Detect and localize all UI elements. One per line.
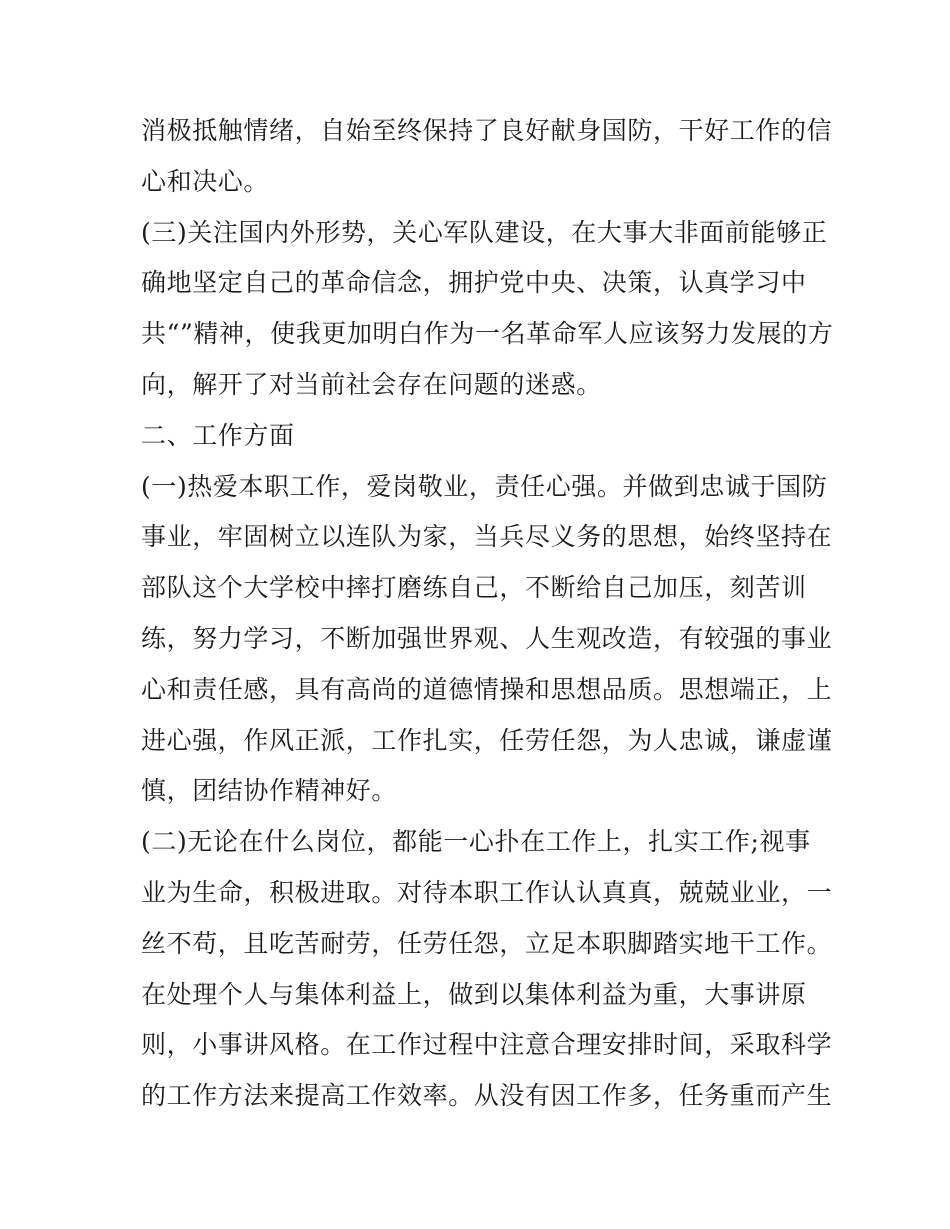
text-line: (三)关注国内外形势，关心军队建设，在大事大非面前能够正 [141,217,828,247]
text-line: 消极抵触情绪，自始至终保持了良好献身国防，干好工作的信 [141,116,833,145]
body-text [141,106,834,1122]
text-line: 向，解开了对当前社会存在问题的迷惑。 [141,369,602,399]
section-heading: 二、工作方面 [141,420,295,450]
text-line: 则，小事讲风格。在工作过程中注意合理安排时间，采取科学 [141,1030,833,1060]
text-line: 业为生命，积极进取。对待本职工作认认真真，兢兢业业，一 [141,877,833,907]
text-line: 的工作方法来提高工作效率。从没有因工作多，任务重而产生 [141,1081,833,1111]
text-line: 部队这个大学校中摔打磨练自己，不断给自己加压，刻苦训 [141,573,807,603]
text-line: (一)热爱本职工作，爱岗敬业，责任心强。并做到忠诚于国防 [141,471,828,501]
text-line: 共“”精神，使我更加明白作为一名革命军人应该努力发展的方 [141,319,834,349]
text-line: 进心强，作风正派，工作扎实，任劳任怨，为人忠诚，谦虚谨 [141,725,833,755]
text-line: 心和责任感，具有高尚的道德情操和思想品质。思想端正，上 [141,674,833,704]
text-line: 确地坚定自己的革命信念，拥护党中央、决策，认真学习中 [141,268,807,298]
text-line: (二)无论在什么岗位，都能一心扑在工作上，扎实工作;视事 [141,827,811,857]
text-line: 事业，牢固树立以连队为家，当兵尽义务的思想，始终坚持在 [141,522,833,552]
text-line: 练，努力学习，不断加强世界观、人生观改造，有较强的事业 [141,623,833,653]
text-line: 慎，团结协作精神好。 [141,776,398,806]
text-line: 心和决心。 [141,166,270,196]
text-line: 在处理个人与集体利益上，做到以集体利益为重，大事讲原 [141,979,807,1009]
text-line: 丝不苟，且吃苦耐劳，任劳任怨，立足本职脚踏实地干工作。 [141,928,833,958]
